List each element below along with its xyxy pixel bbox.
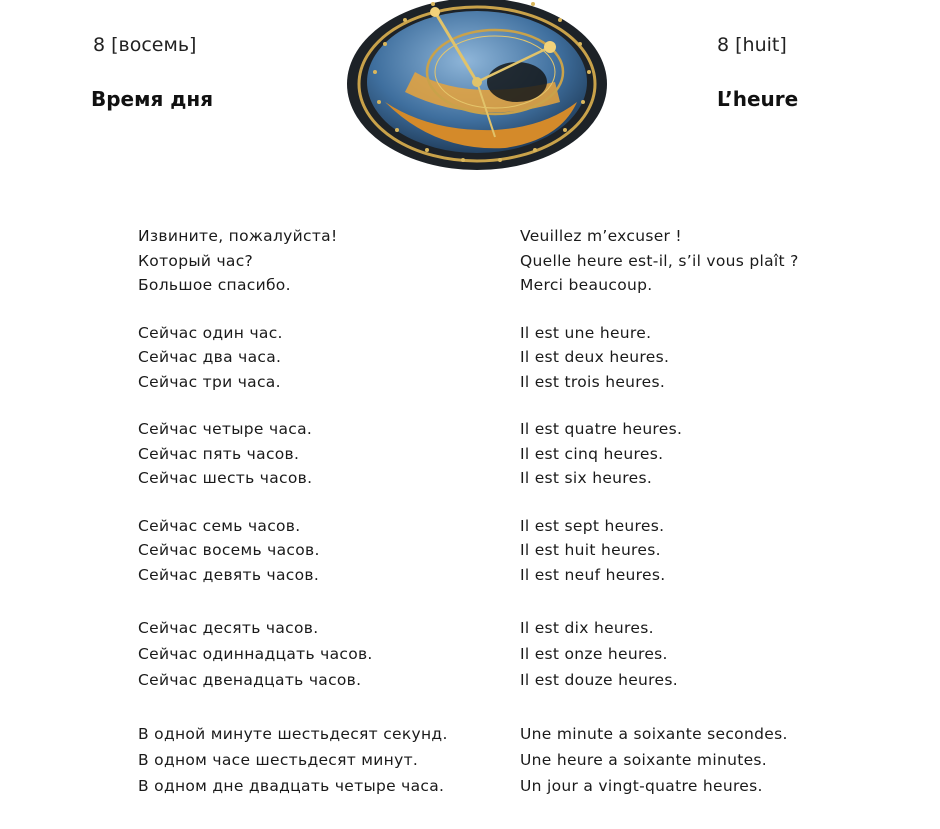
phrase-russian: Сейчас шесть часов. [138, 469, 313, 487]
phrase-row [0, 370, 940, 395]
phrase-russian: Сейчас восемь часов. [138, 541, 320, 559]
phrase-row [0, 747, 940, 773]
phrase-french: Il est cinq heures. [520, 444, 664, 463]
phrase-group [0, 224, 940, 298]
phrase-russian: Сейчас девять часов. [138, 565, 320, 584]
phrase-french: Quelle heure est-il, s’il vous plaît ? [520, 251, 799, 270]
phrase-french: Il est huit heures. [520, 541, 661, 559]
phrase-french: Veuillez m’excuser ! [520, 227, 682, 245]
phrase-french: Il est sept heures. [520, 516, 665, 535]
phrase-russian: Сейчас десять часов. [138, 619, 319, 637]
phrase-russian: Сейчас два часа. [138, 348, 282, 366]
lesson-number-french: 8 [huit] [717, 34, 787, 56]
phrase-russian: Сейчас двенадцать часов. [138, 671, 362, 689]
phrase-row [0, 667, 940, 693]
phrase-russian: Который час? [138, 251, 254, 270]
phrase-french: Il est quatre heures. [520, 420, 683, 438]
phrase-group [0, 321, 940, 395]
phrase-russian: Сейчас семь часов. [138, 516, 301, 535]
phrase-row [0, 641, 940, 667]
phrase-french: Un jour a vingt-quatre heures. [520, 777, 763, 795]
phrase-row [0, 514, 940, 539]
phrase-group [0, 615, 940, 693]
phrase-russian: Сейчас пять часов. [138, 444, 300, 463]
phrase-russian: В одном дне двадцать четыре часа. [138, 777, 445, 795]
phrase-russian: Извините, пожалуйста! [138, 227, 338, 245]
phrase-russian: В одном часе шестьдесят минут. [138, 751, 419, 769]
phrase-row [0, 321, 940, 346]
phrase-french: Il est six heures. [520, 469, 653, 487]
lesson-title-french: L’heure [717, 87, 799, 111]
phrase-french: Merci beaucoup. [520, 276, 653, 294]
phrase-row [0, 466, 940, 491]
phrase-list [0, 224, 940, 822]
phrase-french: Une heure a soixante minutes. [520, 751, 768, 769]
phrase-russian: Сейчас три часа. [138, 372, 281, 391]
phrase-row [0, 417, 940, 442]
astronomical-clock-icon [345, 0, 610, 172]
phrase-french: Il est neuf heures. [520, 565, 666, 584]
phrase-row [0, 721, 940, 747]
phrase-russian: Сейчас одиннадцать часов. [138, 645, 373, 663]
phrase-group [0, 514, 940, 588]
phrase-row [0, 615, 940, 641]
phrase-row [0, 273, 940, 298]
phrase-french: Il est une heure. [520, 323, 652, 342]
phrase-french: Il est trois heures. [520, 372, 666, 391]
lesson-number-russian: 8 [восемь] [93, 34, 197, 56]
phrase-row [0, 442, 940, 467]
phrase-russian: Сейчас четыре часа. [138, 420, 313, 438]
lesson-title-russian: Время дня [91, 87, 214, 111]
phrase-russian: Большое спасибо. [138, 276, 291, 294]
phrase-french: Il est douze heures. [520, 671, 678, 689]
phrase-french: Il est dix heures. [520, 619, 654, 637]
phrase-french: Il est deux heures. [520, 348, 670, 366]
phrase-russian: Сейчас один час. [138, 323, 283, 342]
phrase-row [0, 249, 940, 274]
phrase-row [0, 773, 940, 799]
phrase-row [0, 563, 940, 588]
phrase-group [0, 721, 940, 799]
phrase-row [0, 224, 940, 249]
phrase-french: Il est onze heures. [520, 645, 668, 663]
phrase-french: Une minute a soixante secondes. [520, 725, 788, 743]
phrase-row [0, 345, 940, 370]
phrase-russian: В одной минуте шестьдесят секунд. [138, 725, 448, 743]
phrase-group [0, 417, 940, 491]
phrase-row [0, 538, 940, 563]
